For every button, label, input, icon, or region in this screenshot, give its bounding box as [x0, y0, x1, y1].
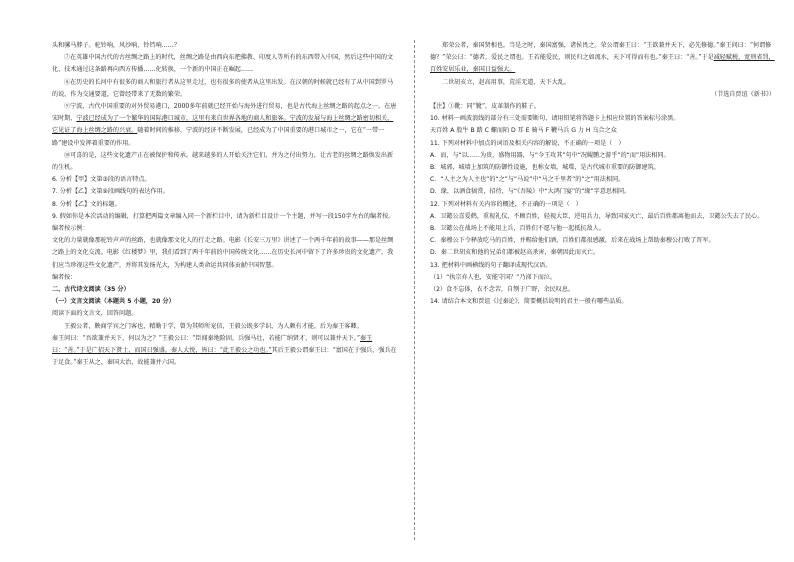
- classical-text-1: 王毅公者，鞅商学宾之门客也，精勤于学，曾为其师所宠信，王毅公既多学识，为人颇有才能，后为秦王客卿。: [64, 322, 363, 330]
- column-divider: [414, 40, 415, 540]
- annotation-note: 【注】①靴：同“靴”，皮革制作的鞋子。: [430, 103, 540, 111]
- text-line: 头和骡马脖子。驼铃响，风沙响，铃铛响……？: [52, 42, 180, 49]
- left-column: [52, 40, 397, 540]
- option-d: D．缘，以酒食犒赏，招待，与“《吾陵》中“大鸿门宴”的“缘”字意思相同。: [430, 188, 631, 196]
- paragraph-10: [52, 150, 397, 174]
- instruction-text: 阅读下面的文言文，回答问题。: [52, 310, 138, 318]
- question-10: 10. 材料一画波浪线的部分有三处需要断句，请用铅笔将答题卡上相应位置的答案标号涂黑。: [430, 115, 680, 123]
- text-span: 说，作为交通要道，它曾经带来了无数的繁荣。: [58, 90, 187, 98]
- answer-blank: 编者按：: [52, 273, 77, 281]
- paragraph-8: [52, 77, 397, 101]
- option-d: D．秦二世胡亥和他的兄弟们都被赵高杀害，秦朝因此而灭亡。: [430, 249, 600, 257]
- option-b: B．城郭，城墙上加筑的防御性设施，也称女墙，城堞，是古代城市重要的防御建筑。: [430, 164, 660, 172]
- question-8: 8. 分析【乙】文的标题。: [52, 200, 121, 208]
- underlined-sentence: 秦王曰：“善。”于是广招天下贤士，而国日强盛。秦人大悦，皆曰：“此王毅公之功也。”: [52, 334, 373, 355]
- question-6: 6. 分析【甲】文第③段的语言特点。: [52, 176, 151, 184]
- text-span: 秦王问曰：“吾欲兼并天下，何以为之？”王毅公曰：“臣闻秦地险固，兵强马壮，若能广纳贤才，则可以兼并天下。”: [52, 334, 361, 342]
- question-7: 7. 分析【乙】文第⑨段画线句的表达作用。: [52, 188, 169, 196]
- right-column: [430, 40, 775, 540]
- question-11: 11. 下列对材料中加点的词语及相关内容的解说，不正确的一项是（ ）: [430, 139, 625, 147]
- text-span: 化转换，一个新的中国正在崛起……: [155, 66, 254, 74]
- underlined-sentence: 减轻赋税，宽刑省罚，百姓安居乐业，秦国日益强大。: [430, 54, 775, 74]
- sample-text: 文化的力量就像那驼铃声声的丝路，也就像那文化人的行走之路。电影《长安三万里》讲述了一个两千年前的故事——那是丝绸之路上的文化交流。电影《红楼梦》里，我们看到了两千年前的中国传统文化……在历史长河中留下了许多珍贵的文化遗产，我们应当珍视这些文化遗产，并将其发扬光大，为构建人类命运共同体贡献中国智慧。: [52, 237, 394, 269]
- option-a: A．卫懿公喜爱鹤，重视礼仪，不顾百姓，轻视大臣，逆用兵力，导致国家灭亡，最后百姓都离他而去，卫懿公失去了民心。: [430, 212, 764, 220]
- option-a: A．而，与“以……为贵，盛物用器，与“今王攻其”句中“况鲲鹏之游乎”的“而”用法相同。: [430, 151, 670, 159]
- source-citation: （节选自贾谊《新书》）: [711, 90, 775, 98]
- text-span: ⑦在英雄中国古代的古丝绸之路上的时代，丝绸之路是由西向东把佛教、印度人等所有的东西带入中国，然后这些中国的文化、技术通过这条路再向西方传播……: [52, 54, 394, 74]
- question-9: 9. 假如你是本次活动的编辑，打算把两篇文章编入同一个新栏目中，请为新栏目设计一个主题，并写一段150字左右的编者按。: [52, 212, 395, 220]
- question-13: 13. 把材料中画横线的句子翻译成现代汉语。: [430, 261, 552, 269]
- subsection-heading: （一）文言文阅读（本题共 5 小题，20 分）: [52, 298, 175, 306]
- paragraph-9: [52, 101, 397, 150]
- translation-item-1: （1）“执宗弃人也，安能守国？”乃涕下而泣。: [430, 273, 556, 281]
- classical-text-2: [52, 333, 397, 370]
- question-10-options: 天百姓 A 股牛 B 踏 C 螺而陌 D 耳 E 骑马 F 鞭马兵 G 力 H 乌合之众: [430, 127, 617, 135]
- option-b: B．卫懿公在战场上不能用上兵，百姓们不愿与他一起抵抗敌人。: [430, 225, 605, 233]
- text-span: ⑨宁波，古代中国重要的对外贸易港口，2000多年前就已经开始与海外进行贸易，也是古代海上丝绸之路的起点之一。在唐宋时期，: [52, 103, 397, 123]
- text-span: 并为之付出努力，让古老的丝绸之路焕发出新的生机。: [52, 151, 394, 172]
- section-heading: 二、古代诗文阅读（35 分）: [52, 286, 130, 294]
- text-span: ⑩可喜的是，这些文化遗产正在被保护和传承。越来越多的人开始关注它们，: [64, 151, 272, 159]
- translation-item-2: （2）食不忘体，衣不念苦，自刎于广野，余民叹息。: [430, 286, 575, 294]
- text-span: 郑荣公者，秦国贤相也。当是之时，秦国富强，诸侯畏之。荣公谓秦王曰：“王欲兼并天下，必先修德。”秦王问曰：“何谓修德？”: [430, 42, 772, 62]
- paragraph-7: [52, 52, 397, 76]
- classical-text-4: 二世胡亥立，赵高用事，荒淫无道，天下大乱。: [442, 78, 570, 86]
- text-span: 荣公曰：“德者，爱民之谓也。王若能爱民，则民归之如流水，天下可得而有也。”秦王曰：“善。”于是: [445, 54, 714, 62]
- classical-text-3: [430, 40, 775, 77]
- text-span: ⑧在历史的长河中有很多的商人和旅行者从这里走过，也有很多的使者从这里出发。在汉朝的时候就已经有了从中国到罗马的: [52, 78, 394, 98]
- text-span: 随着时间的推移，宁波的经济不断发展，已经成为了中国重要的港口城市之一，它在“一带一路”建设中发挥着重要的作用。: [52, 127, 385, 147]
- option-c: C．“人主之为人主也”的“之”与“马说”中“马之千里者”的“之”用法相同。: [430, 176, 625, 184]
- sample-label: 编者按示例：: [52, 225, 89, 233]
- text-span: 其后王毅公谓秦王曰：“富国在于强兵，强兵在于足食。”秦王从之，秦国大治，故能兼并六国。: [52, 347, 397, 367]
- option-c: C．秦穆公下令释放吃马的百姓，并赐给他们酒，百姓们都很感激，后来在战场上帮助秦穆公打败了晋军。: [430, 237, 715, 245]
- question-14: 14. 请结合本文和贾谊《过秦论》，简要概括说明的君主一般有哪些品质。: [430, 298, 628, 306]
- underlined-sentence: 宁波已经成为了一个繁华的国际港口城市，这里有来自世界各地的商人和旅客。宁波的发展与海上丝绸之路密切相关，它见证了海上丝绸之路的兴衰。: [52, 115, 394, 135]
- question-12: 12. 下列对材料有关内容的概述，不正确的一项是（ ）: [430, 200, 582, 208]
